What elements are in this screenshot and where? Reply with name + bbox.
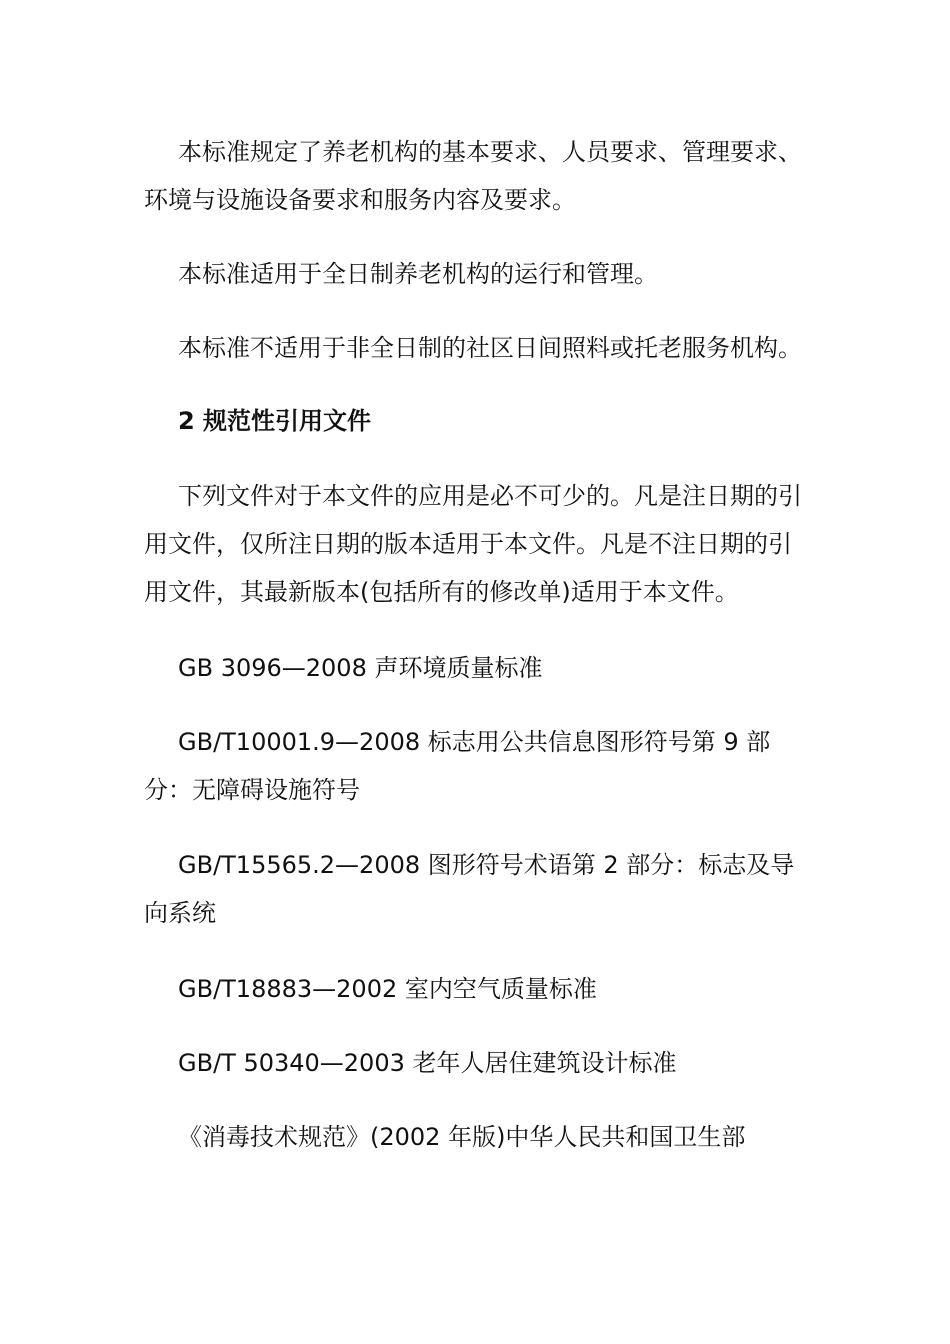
reference-item: GB/T 50340—2003 老年人居住建筑设计标准 [178, 1049, 677, 1077]
reference-item: GB/T18883—2002 室内空气质量标准 [178, 975, 597, 1003]
applicability-paragraph: 本标准适用于全日制养老机构的运行和管理。 [178, 260, 658, 288]
reference-item: GB 3096—2008 声环境质量标准 [178, 654, 543, 682]
reference-item: GB/T10001.9—2008 标志用公共信息图形符号第 9 部分：无障碍设施符号 [144, 728, 771, 804]
normative-intro-paragraph: 下列文件对于本文件的应用是必不可少的。凡是注日期的引用文件，仅所注日期的版本适用于本文件。凡是不注日期的引用文件，其最新版本(包括所有的修改单)适用于本文件。 [144, 482, 802, 606]
reference-item: GB/T15565.2—2008 图形符号术语第 2 部分：标志及导向系统 [144, 851, 795, 927]
scope-paragraph: 本标准规定了养老机构的基本要求、人员要求、管理要求、环境与设施设备要求和服务内容及要求。 [144, 138, 802, 214]
reference-item: 《消毒技术规范》(2002 年版)中华人民共和国卫生部 [178, 1123, 746, 1151]
section-heading: 2 规范性引用文件 [178, 407, 372, 435]
exclusion-paragraph: 本标准不适用于非全日制的社区日间照料或托老服务机构。 [178, 334, 802, 362]
